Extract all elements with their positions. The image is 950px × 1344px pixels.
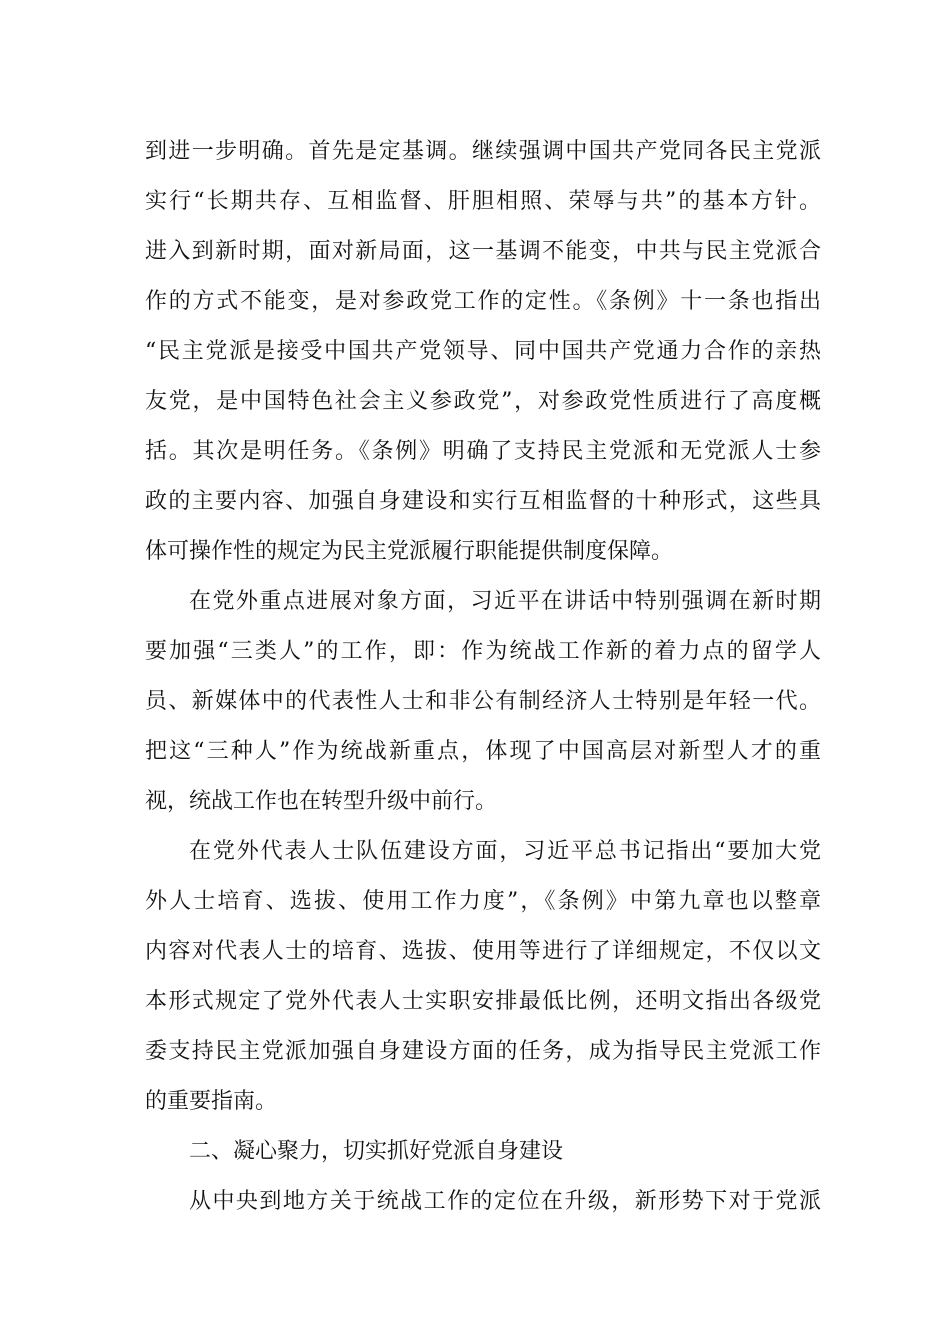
- text-line: 内容对代表人士的培育、选拔、使用等进行了详细规定，不仅以文: [145, 939, 821, 964]
- text-line: 作的方式不能变，是对参政党工作的定性。《条例》十一条也指出: [145, 289, 821, 314]
- text-line: 政的主要内容、加强自身建设和实行互相监督的十种形式，这些具: [145, 489, 821, 514]
- text-line: 从中央到地方关于统战工作的定位在升级，新形势下对于党派: [189, 1189, 821, 1214]
- section-heading: 二、凝心聚力，切实抓好党派自身建设: [189, 1139, 564, 1164]
- text-line: 员、新媒体中的代表性人士和非公有制经济人士特别是年轻一代。: [145, 689, 821, 714]
- text-line: 体可操作性的规定为民主党派履行职能提供制度保障。: [145, 539, 674, 564]
- text-line: 的重要指南。: [145, 1089, 278, 1114]
- text-line: 实行“长期共存、互相监督、肝胆相照、荣辱与共”的基本方针。: [145, 189, 821, 214]
- text-line: 进入到新时期，面对新局面，这一基调不能变，中共与民主党派合: [145, 239, 821, 264]
- text-line: 外人士培育、选拔、使用工作力度”，《条例》中第九章也以整章: [145, 889, 821, 914]
- text-line: 委支持民主党派加强自身建设方面的任务，成为指导民主党派工作: [145, 1039, 821, 1064]
- text-line: 本形式规定了党外代表人士实职安排最低比例，还明文指出各级党: [145, 989, 821, 1014]
- text-line: 把这“三种人”作为统战新重点，体现了中国高层对新型人才的重: [145, 739, 821, 764]
- text-line: 要加强“三类人”的工作，即：作为统战工作新的着力点的留学人: [145, 639, 821, 664]
- text-line: 视，统战工作也在转型升级中前行。: [145, 789, 498, 814]
- text-line: 到进一步明确。首先是定基调。继续强调中国共产党同各民主党派: [145, 139, 821, 164]
- text-line: 括。其次是明任务。《条例》明确了支持民主党派和无党派人士参: [145, 439, 821, 464]
- text-line: “民主党派是接受中国共产党领导、同中国共产党通力合作的亲热: [145, 339, 821, 364]
- text-line: 在党外重点进展对象方面，习近平在讲话中特别强调在新时期: [189, 589, 821, 614]
- text-line: 友党，是中国特色社会主义参政党”，对参政党性质进行了高度概: [145, 389, 821, 414]
- text-line: 在党外代表人士队伍建设方面，习近平总书记指出“要加大党: [189, 839, 821, 864]
